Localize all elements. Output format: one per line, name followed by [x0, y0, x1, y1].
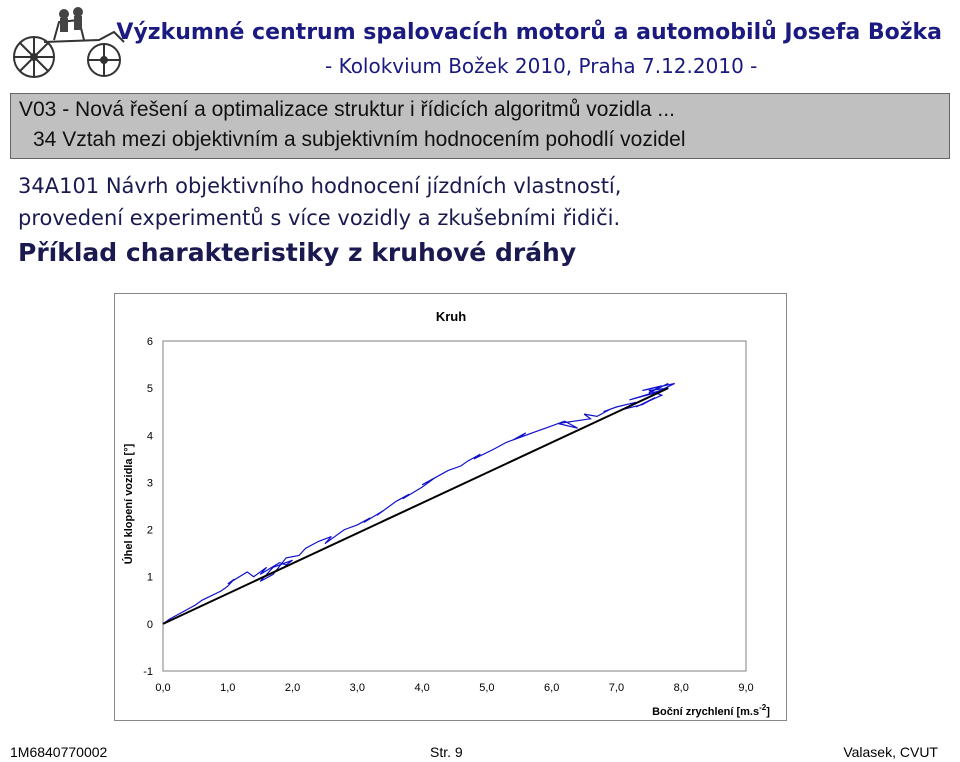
- x-axis-label-suffix: ]: [766, 706, 770, 718]
- x-tick-label: 3,0: [349, 682, 365, 694]
- footer-page-number: Str. 9: [430, 744, 463, 760]
- chart-svg: [115, 294, 786, 720]
- y-tick-label: 5: [146, 383, 153, 396]
- chart-title: Kruh: [435, 309, 467, 324]
- chart-frame: [114, 293, 787, 721]
- topic-line-1: V03 - Nová řešení a optimalizace struktur i řídicích algoritmů vozidla ...: [19, 98, 675, 121]
- y-tick-label: -1: [143, 666, 153, 678]
- header-title: Výzkumné centrum spalovacích motorů a automobilů Josefa Božka: [116, 20, 942, 45]
- x-axis-label-superscript: -2: [759, 703, 767, 712]
- y-axis-label: Úhel klopení vozidla [°]: [123, 443, 135, 565]
- x-tick-label: 7,0: [608, 682, 625, 694]
- x-tick-label: 1,0: [220, 682, 236, 694]
- x-tick-label: 9,0: [738, 682, 754, 694]
- x-tick-label: 0,0: [155, 682, 171, 694]
- y-tick-label: 0: [146, 618, 153, 631]
- body-line-1: 34A101 Návrh objektivního hodnocení jízdních vlastností,: [18, 174, 622, 198]
- y-tick-label: 2: [146, 524, 153, 537]
- y-tick-label: 4: [146, 430, 153, 443]
- x-tick-label: 5,0: [479, 682, 495, 694]
- footer-project-id: 1M6840770002: [10, 744, 108, 760]
- x-axis-label: Boční zrychlení $[m.s^{-2}]$: [652, 703, 770, 718]
- topic-line-2: 34 Vztah mezi objektivním a subjektivním hodnocením pohodlí vozidel: [33, 128, 686, 151]
- y-tick-label: 6: [146, 336, 153, 348]
- plot-group: [163, 383, 675, 624]
- topic-box: [10, 93, 950, 159]
- linear-fit-line: [163, 388, 668, 624]
- body-line-2: provedení experimentů s více vozidly a zkušebními řidiči.: [18, 206, 621, 230]
- x-tick-label: 2,0: [284, 682, 301, 694]
- y-tick-label: 1: [146, 571, 153, 584]
- header-subtitle: - Kolokvium Božek 2010, Praha 7.12.2010 -: [325, 54, 758, 78]
- footer-author: Valasek, CVUT: [843, 744, 938, 760]
- x-tick-label: 6,0: [544, 682, 560, 694]
- slide-heading: Příklad charakteristiky z kruhové dráhy: [18, 238, 577, 267]
- x-tick-label: 8,0: [673, 682, 689, 694]
- x-tick-label: 4,0: [414, 682, 430, 694]
- y-tick-label: 3: [146, 477, 153, 490]
